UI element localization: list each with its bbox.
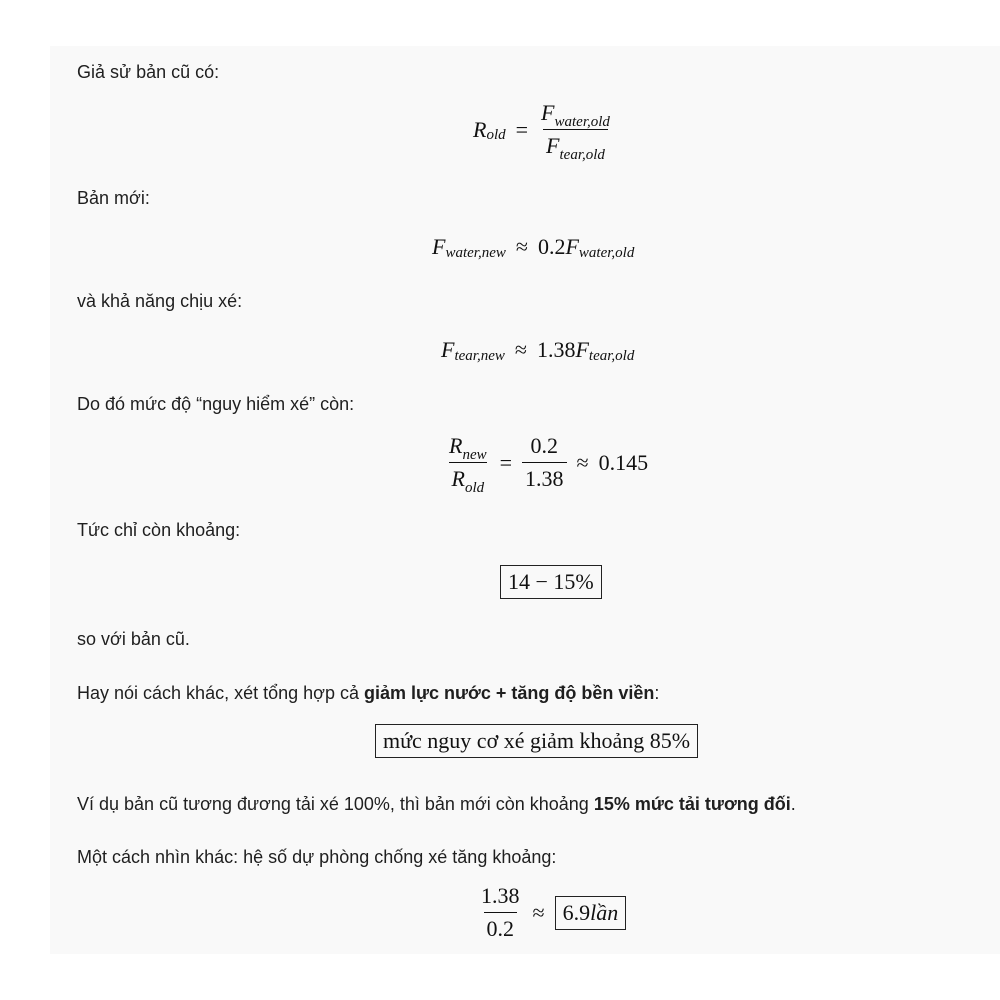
- fraction-denominator: 0.2: [484, 912, 518, 942]
- math-symbol: F: [575, 337, 589, 362]
- math-subscript: old: [486, 127, 506, 143]
- equation-f-tear-new: [441, 337, 634, 363]
- math-subscript: water,old: [554, 114, 610, 130]
- example-text-bold: 15% mức tải tương đối: [593, 794, 791, 814]
- example-text-plain: Ví dụ bản cũ tương đương tải xé 100%, thì bản mới còn khoảng: [77, 794, 594, 814]
- fraction-numerator: 0.2: [530, 433, 559, 458]
- math-operator: ≈: [514, 337, 527, 362]
- math-operator: ≈: [532, 899, 545, 925]
- math-symbol: F: [432, 234, 446, 259]
- equation-r-old: [473, 100, 613, 163]
- summary-text-punct: :: [654, 683, 660, 703]
- equation-safety-factor: [478, 883, 626, 942]
- math-operator: ≈: [515, 234, 528, 259]
- math-symbol: R: [451, 466, 465, 491]
- math-subscript: new: [462, 447, 487, 463]
- boxed-value: [555, 896, 627, 930]
- math-subscript: tear,new: [454, 347, 505, 364]
- math-operator: =: [499, 449, 513, 475]
- math-subscript: tear,old: [588, 347, 635, 364]
- fraction-numerator: [446, 433, 490, 462]
- boxed-value: mức nguy cơ xé giảm khoảng 85%: [375, 724, 698, 758]
- fraction-denominator: [449, 462, 488, 496]
- summary-text-bold: giảm lực nước + tăng độ bền viền: [363, 683, 655, 703]
- math-symbol: F: [441, 337, 455, 362]
- example-text: [77, 792, 796, 816]
- fraction: [446, 433, 490, 496]
- tear-capacity-text: và khả năng chịu xé:: [77, 291, 243, 311]
- fraction-numerator: 1.38: [481, 883, 520, 908]
- math-symbol: R: [449, 433, 463, 458]
- boxed-value: 14 − 15%: [500, 565, 602, 599]
- math-result: 0.145: [598, 449, 649, 475]
- math-operator: =: [515, 116, 529, 142]
- compared-text: so với bản cũ.: [77, 629, 190, 649]
- equation-ratio: [446, 433, 649, 496]
- boxed-number: 6.9: [562, 899, 591, 925]
- math-coefficient: 0.2: [537, 234, 566, 259]
- remaining-text: Tức chỉ còn khoảng:: [77, 520, 241, 540]
- new-version-text: Bản mới:: [77, 188, 150, 208]
- math-symbol: F: [541, 100, 555, 125]
- content-panel: [50, 46, 1000, 954]
- danger-level-text: Do đó mức độ “nguy hiểm xé” còn:: [77, 394, 355, 414]
- equation-f-water-new: [432, 234, 634, 260]
- boxed-risk-reduction: [375, 724, 698, 758]
- fraction-denominator: 1.38: [522, 462, 567, 492]
- intro-text: Giả sử bản cũ có:: [77, 62, 220, 82]
- math-symbol: F: [546, 133, 560, 158]
- math-coefficient: 1.38: [536, 337, 576, 362]
- fraction-denominator: [543, 129, 608, 163]
- boxed-percentage: [500, 565, 602, 599]
- fraction: [538, 100, 613, 163]
- math-symbol: R: [473, 116, 487, 142]
- summary-text: [77, 681, 659, 705]
- fraction-numerator: [538, 100, 613, 129]
- safety-factor-text: Một cách nhìn khác: hệ số dự phòng chống xé tăng khoảng:: [77, 847, 557, 867]
- math-operator: ≈: [576, 449, 589, 475]
- fraction: [522, 433, 567, 492]
- math-subscript: tear,old: [559, 147, 605, 163]
- math-subscript: water,new: [445, 244, 506, 261]
- math-subscript: old: [464, 480, 485, 496]
- math-symbol: F: [565, 234, 579, 259]
- example-text-punct: .: [790, 794, 796, 814]
- summary-text-plain: Hay nói cách khác, xét tổng hợp cả: [77, 683, 364, 703]
- math-subscript: water,old: [578, 244, 635, 261]
- fraction: [478, 883, 523, 942]
- boxed-unit: lần: [590, 899, 619, 925]
